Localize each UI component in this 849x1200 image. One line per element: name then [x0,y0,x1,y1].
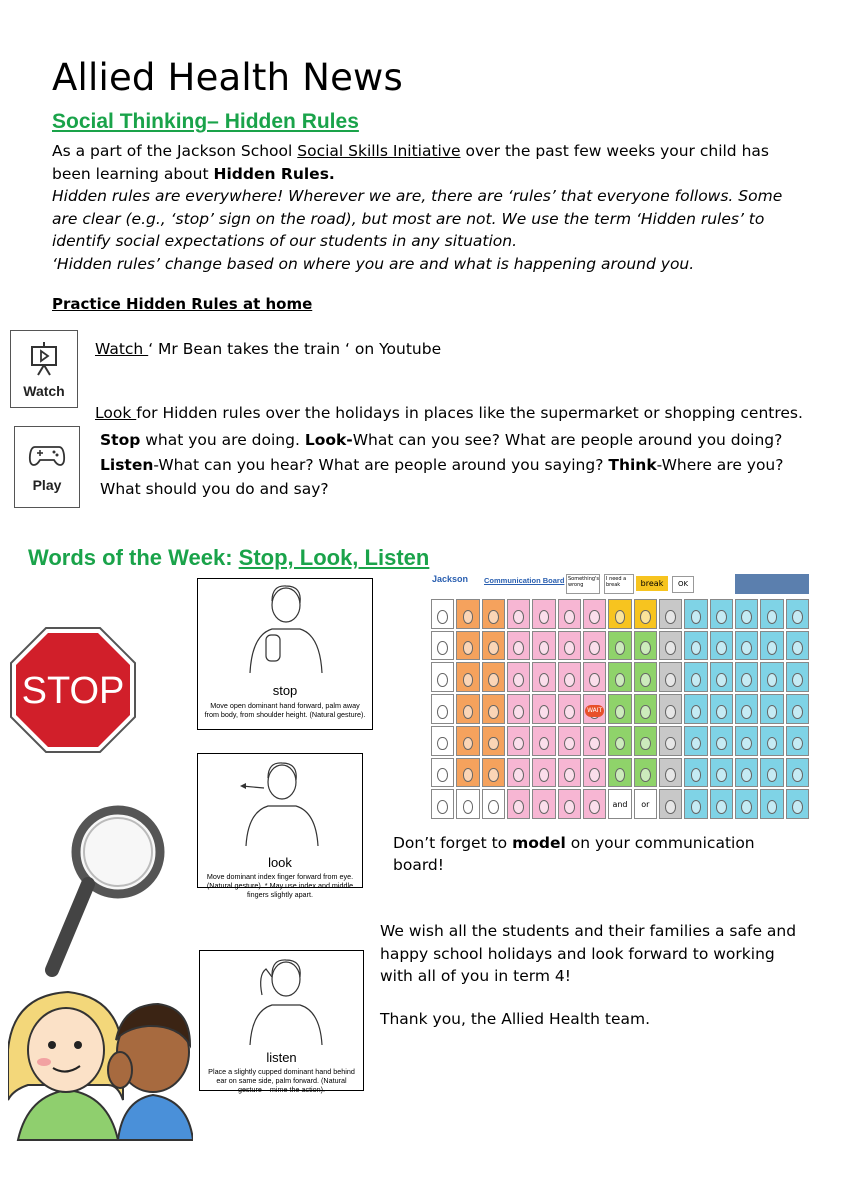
board-symbol-cell[interactable] [482,694,505,724]
board-symbol-icon [665,768,676,782]
board-symbol-cell[interactable] [710,662,733,692]
board-symbol-cell[interactable] [786,599,809,629]
stop-sign-text: STOP [21,670,125,712]
board-symbol-icon [589,800,600,814]
board-symbol-icon [716,800,727,814]
watch-label: Watch [23,383,65,399]
board-symbol-cell[interactable] [507,599,530,629]
sign-description: Place a slightly cupped dominant hand behind ear on same side, palm forward. (Natural gesture – mime the action). [208,1067,355,1094]
board-symbol-icon [767,737,778,751]
board-symbol-icon [513,737,524,751]
board-symbol-icon [437,641,448,655]
board-symbol-icon [665,737,676,751]
board-symbol-cell[interactable] [786,662,809,692]
intro-paragraph-2: Hidden rules are everywhere! Wherever we are, there are ‘rules’ that everyone follows. Some are clear (e.g., ‘stop’ sign on the road), but most are not. We use the term ‘Hidden rules’ to identify social expectations of our students in any situation. [52,187,783,250]
board-symbol-icon [589,768,600,782]
board-symbol-icon [792,768,803,782]
board-wrong-cell[interactable]: Something's wrong [566,574,600,594]
board-symbol-icon [539,673,550,687]
board-symbol-icon [437,610,448,624]
board-symbol-icon [488,800,499,814]
board-symbol-icon [589,673,600,687]
board-symbol-icon [640,641,651,655]
person-listen-sign-drawing [236,955,332,1047]
board-symbol-cell[interactable] [431,694,454,724]
board-symbol-cell[interactable] [558,758,581,788]
board-symbol-icon [437,673,448,687]
board-symbol-cell[interactable] [532,631,555,661]
board-symbol-cell[interactable] [456,631,479,661]
board-symbol-cell[interactable] [735,694,758,724]
board-symbol-icon [463,610,474,624]
sign-description: Move open dominant hand forward, palm away from body, from shoulder height. (Natural gesture). [204,701,366,719]
board-symbol-icon [513,705,524,719]
board-symbol-icon [564,737,575,751]
board-symbol-cell[interactable] [659,758,682,788]
board-symbol-icon [665,705,676,719]
board-symbol-cell[interactable] [659,599,682,629]
board-symbol-icon [513,610,524,624]
board-symbol-icon [767,673,778,687]
board-symbol-cell[interactable] [583,726,606,756]
board-symbol-icon [716,705,727,719]
sign-word: listen [266,1050,297,1065]
board-symbol-icon [463,705,474,719]
board-symbol-icon [792,705,803,719]
board-symbol-cell[interactable] [507,694,530,724]
board-symbol-cell[interactable] [507,789,530,819]
board-symbol-cell[interactable] [735,758,758,788]
board-symbol-icon [463,673,474,687]
think-question: -Where are you? What should you do and say? [100,455,784,498]
board-symbol-icon [539,641,550,655]
section-heading: Social Thinking– Hidden Rules [52,110,359,133]
board-symbol-cell[interactable] [608,662,631,692]
board-symbol-icon [615,737,626,751]
board-symbol-icon [741,800,752,814]
board-symbol-cell[interactable] [710,789,733,819]
board-symbol-cell[interactable] [735,599,758,629]
board-symbol-cell[interactable] [634,599,657,629]
board-symbol-cell[interactable] [684,631,707,661]
board-symbol-icon [488,768,499,782]
board-symbol-icon [665,641,676,655]
board-symbol-cell[interactable] [634,726,657,756]
board-symbol-cell[interactable] [760,726,783,756]
board-symbol-icon [691,800,702,814]
stop-bold: Stop [100,431,141,449]
board-grid [430,598,810,820]
board-symbol-icon [513,673,524,687]
board-symbol-cell[interactable] [558,599,581,629]
practice-heading: Practice Hidden Rules at home [52,295,313,313]
board-symbol-cell[interactable] [735,662,758,692]
board-symbol-cell[interactable] [659,694,682,724]
sign-card-look [197,753,363,899]
board-symbol-cell[interactable] [608,758,631,788]
sign-word: stop [272,683,298,698]
board-symbol-cell[interactable] [431,789,454,819]
board-symbol-icon [741,768,752,782]
board-wait-cell[interactable]: WAIT [585,705,604,717]
board-symbol-icon [437,705,448,719]
board-symbol-icon [513,768,524,782]
board-ok-button[interactable]: OK [672,576,694,593]
board-symbol-icon [665,610,676,624]
board-symbol-cell[interactable] [634,758,657,788]
board-symbol-icon [792,641,803,655]
board-symbol-icon [615,610,626,624]
board-symbol-cell[interactable] [608,694,631,724]
board-symbol-cell[interactable] [431,599,454,629]
look-question: What can you see? What are people around you doing? [352,431,783,449]
person-look-sign-drawing [234,758,330,848]
board-symbol-cell[interactable] [431,726,454,756]
board-symbol-icon [539,705,550,719]
board-symbol-icon [437,737,448,751]
board-symbol-icon [437,768,448,782]
board-symbol-icon [640,610,651,624]
board-symbol-cell[interactable] [659,662,682,692]
board-symbol-icon [767,610,778,624]
sign-card-listen [199,950,364,1094]
board-symbol-cell[interactable] [786,726,809,756]
board-symbol-cell[interactable] [558,694,581,724]
board-symbol-cell[interactable] [482,789,505,819]
board-symbol-icon [741,610,752,624]
board-symbol-icon [792,737,803,751]
board-symbol-icon [615,705,626,719]
board-symbol-cell[interactable] [456,726,479,756]
board-symbol-icon [792,673,803,687]
board-need-cell[interactable]: I need a break [604,574,634,594]
magnifying-glass-icon [40,800,170,980]
board-symbol-icon [665,673,676,687]
stop-look-listen-text [100,428,805,502]
board-symbol-cell[interactable] [684,789,707,819]
board-symbol-icon [539,800,550,814]
board-symbol-cell[interactable] [684,694,707,724]
intro-text-part: As a part of the Jackson School [52,142,298,160]
board-symbol-cell[interactable] [558,662,581,692]
watch-activity [95,340,441,358]
board-symbol-icon [564,705,575,719]
board-symbol-icon [589,737,600,751]
board-symbol-cell[interactable] [735,631,758,661]
board-symbol-cell[interactable] [710,599,733,629]
board-symbol-cell[interactable] [786,631,809,661]
board-symbol-icon [564,610,575,624]
board-symbol-icon [437,800,448,814]
board-symbol-cell[interactable] [456,662,479,692]
sign-off: Thank you, the Allied Health team. [380,1010,651,1028]
board-symbol-cell[interactable] [608,631,631,661]
board-symbol-cell[interactable] [482,726,505,756]
board-symbol-cell[interactable] [583,631,606,661]
board-symbol-icon [564,800,575,814]
board-symbol-cell[interactable] [583,789,606,819]
board-symbol-icon [767,768,778,782]
board-title: Communication Board [484,576,565,585]
board-symbol-cell[interactable] [482,631,505,661]
board-symbol-icon [513,641,524,655]
board-symbol-icon [488,673,499,687]
board-symbol-icon [488,737,499,751]
board-symbol-icon [615,768,626,782]
board-symbol-cell[interactable] [684,662,707,692]
board-symbol-icon [716,641,727,655]
board-symbol-cell[interactable] [507,662,530,692]
board-symbol-icon [615,673,626,687]
board-symbol-icon [539,768,550,782]
stop-sign-icon [8,625,138,755]
think-bold: Think [608,455,657,474]
page-title: Allied Health News [52,56,403,99]
board-symbol-icon [513,800,524,814]
intro-paragraph-3: ‘Hidden rules’ change based on where you are and what is happening around you. [52,254,695,273]
holiday-wish: We wish all the students and their families a safe and happy school holidays and look forward to working with all of you in term 4! [380,922,797,985]
board-symbol-icon [564,673,575,687]
board-symbol-icon [640,737,651,751]
words-of-week-heading [28,545,429,571]
board-symbol-cell[interactable] [456,758,479,788]
hidden-rules-bold: Hidden Rules. [213,164,335,183]
board-break-button[interactable]: break [636,576,668,591]
board-symbol-cell[interactable] [684,758,707,788]
board-symbol-icon [741,705,752,719]
board-symbol-cell[interactable] [659,789,682,819]
board-symbol-cell[interactable] [532,599,555,629]
board-symbol-cell[interactable] [760,662,783,692]
board-photo-strip [735,574,809,594]
board-symbol-icon [741,641,752,655]
words-prefix: Words of the Week: [28,545,239,570]
board-symbol-cell[interactable] [684,726,707,756]
look-bold: Look- [304,431,353,449]
board-symbol-cell[interactable] [659,726,682,756]
communication-board [430,572,810,820]
board-symbol-cell[interactable] [456,599,479,629]
board-symbol-icon [691,768,702,782]
board-symbol-icon [463,737,474,751]
board-symbol-icon [539,610,550,624]
board-symbol-icon [716,737,727,751]
board-symbol-icon [691,641,702,655]
board-symbol-cell[interactable] [558,789,581,819]
board-symbol-cell[interactable] [558,631,581,661]
board-symbol-cell[interactable] [684,599,707,629]
board-symbol-cell[interactable] [608,726,631,756]
intro-text-part: over the past few weeks your child has been learning about [52,142,769,183]
board-and-cell[interactable]: and [608,789,631,819]
board-symbol-cell[interactable] [583,662,606,692]
board-symbol-cell[interactable] [507,631,530,661]
board-symbol-cell[interactable] [760,631,783,661]
board-symbol-cell[interactable] [431,758,454,788]
intro-text [52,140,804,275]
board-symbol-cell[interactable] [431,631,454,661]
board-symbol-cell[interactable] [659,631,682,661]
board-symbol-icon [716,673,727,687]
gamepad-icon [27,437,67,473]
board-symbol-icon [716,768,727,782]
board-symbol-icon [792,610,803,624]
play-icon [14,426,80,508]
board-symbol-cell[interactable] [634,662,657,692]
board-symbol-icon [615,641,626,655]
board-symbol-icon [767,800,778,814]
board-symbol-cell[interactable] [507,758,530,788]
board-symbol-cell[interactable] [710,631,733,661]
stop-text: what you are doing. [140,431,305,449]
board-symbol-icon [539,737,550,751]
board-or-cell[interactable]: or [634,789,657,819]
board-symbol-icon [691,610,702,624]
board-symbol-cell[interactable] [760,789,783,819]
board-symbol-cell[interactable] [710,758,733,788]
board-symbol-icon [792,800,803,814]
model-reminder [393,832,783,876]
board-symbol-cell[interactable] [760,758,783,788]
watch-link[interactable]: Watch [95,340,149,358]
board-symbol-icon [564,641,575,655]
board-symbol-cell[interactable] [431,662,454,692]
board-symbol-cell[interactable] [558,726,581,756]
board-symbol-icon [767,705,778,719]
board-symbol-cell[interactable] [634,694,657,724]
initiative-link[interactable]: Social Skills Initiative [297,142,461,160]
board-symbol-icon [767,641,778,655]
board-symbol-icon [691,705,702,719]
play-label: Play [32,477,62,493]
board-symbol-cell[interactable] [532,758,555,788]
board-symbol-icon [463,768,474,782]
presentation-icon [24,339,64,379]
look-activity [95,404,803,422]
board-symbol-cell[interactable] [786,758,809,788]
board-symbol-cell[interactable] [583,599,606,629]
board-symbol-cell[interactable] [482,662,505,692]
board-symbol-icon [640,768,651,782]
board-symbol-icon [488,610,499,624]
board-symbol-icon [463,641,474,655]
board-symbol-icon [640,705,651,719]
board-symbol-cell[interactable] [507,726,530,756]
board-symbol-cell[interactable] [532,662,555,692]
watch-icon [10,330,78,408]
sign-word: look [268,855,292,870]
listen-question: -What can you hear? What are people around you saying? [153,455,609,474]
model-text-c: on your communication board! [393,834,755,874]
board-symbol-icon [741,737,752,751]
model-bold: model [512,834,566,852]
words-list: Stop, Look, Listen [238,545,430,570]
look-text: for Hidden rules over the holidays in places like the supermarket or shopping centres. [136,404,803,422]
board-symbol-cell[interactable] [634,631,657,661]
board-symbol-cell[interactable] [532,726,555,756]
board-symbol-cell[interactable] [532,789,555,819]
board-symbol-icon [716,610,727,624]
board-symbol-icon [564,768,575,782]
listen-bold: Listen [100,455,154,474]
board-symbol-icon [488,641,499,655]
person-stop-sign-drawing [236,583,336,675]
board-symbol-cell[interactable] [456,694,479,724]
board-symbol-cell[interactable] [482,758,505,788]
board-symbol-icon [741,673,752,687]
board-symbol-cell[interactable] [760,694,783,724]
board-school-logo: Jackson [432,574,469,584]
board-symbol-cell[interactable] [786,694,809,724]
board-symbol-cell[interactable] [710,694,733,724]
intro-paragraph-1 [52,140,804,185]
board-symbol-icon [463,800,474,814]
board-symbol-cell[interactable] [608,599,631,629]
board-symbol-icon [691,737,702,751]
board-symbol-cell[interactable] [735,726,758,756]
model-text-a: Don’t forget to [393,834,513,852]
board-symbol-cell[interactable] [786,789,809,819]
board-symbol-icon [589,610,600,624]
board-symbol-cell[interactable] [735,789,758,819]
board-symbol-icon [640,673,651,687]
sign-description: Move dominant index finger forward from eye. (Natural gesture). * May use index and middle fingers slightly apart. [206,872,354,899]
kids-whispering-illustration [8,990,193,1145]
board-symbol-cell[interactable] [532,694,555,724]
board-symbol-icon [589,641,600,655]
board-symbol-icon [691,673,702,687]
board-symbol-cell[interactable] [482,599,505,629]
board-symbol-icon [665,800,676,814]
board-symbol-cell[interactable] [710,726,733,756]
board-symbol-cell[interactable] [760,599,783,629]
board-symbol-cell[interactable] [456,789,479,819]
look-link[interactable]: Look [95,404,137,422]
sign-card-stop [197,578,373,730]
board-symbol-icon [488,705,499,719]
watch-text: ‘ Mr Bean takes the train ‘ on Youtube [148,340,442,358]
board-symbol-cell[interactable] [583,758,606,788]
